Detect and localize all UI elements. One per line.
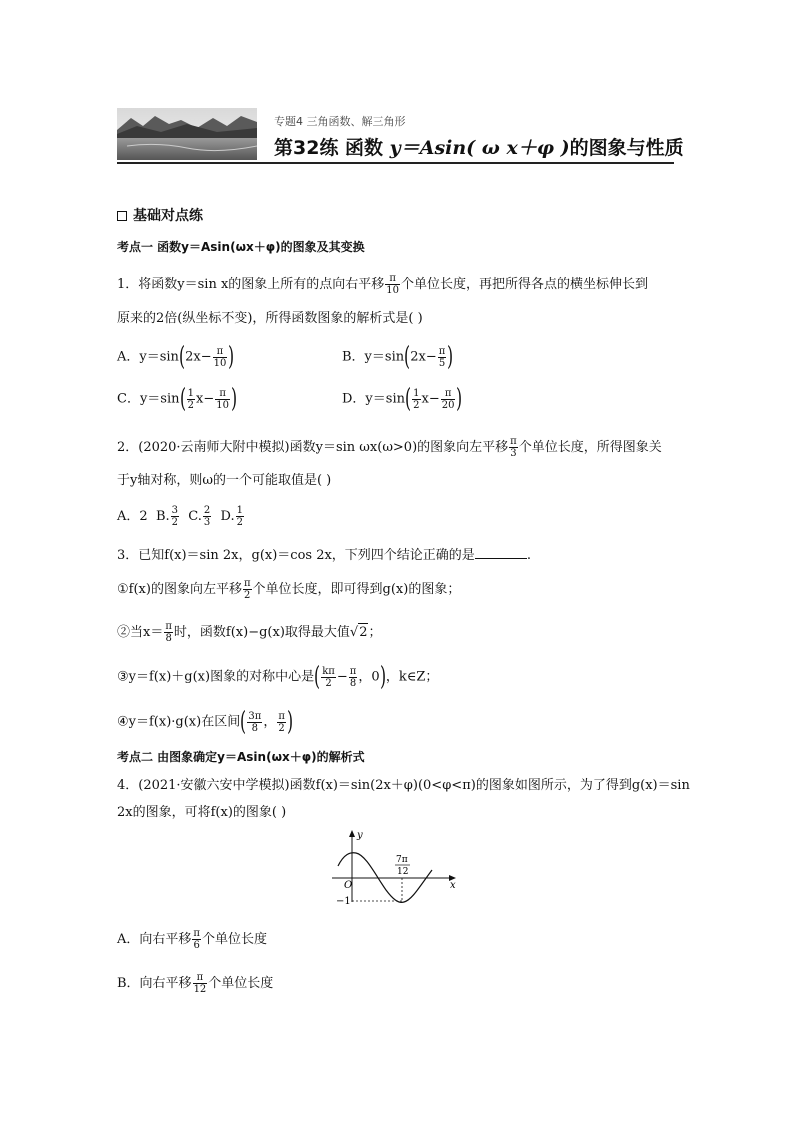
section-title <box>117 205 203 225</box>
section-label: 基础对点练 <box>133 208 203 224</box>
q2-d-den: 2 <box>236 517 243 528</box>
q4-a-unit: 个单位长度 <box>201 932 267 947</box>
q3-s3-mid: − <box>336 669 348 685</box>
q1-b-frac <box>438 346 447 369</box>
q3-s4-frac2 <box>277 711 286 734</box>
q1-c-body: x− <box>196 391 215 407</box>
q3-s3-b: ，0 <box>358 669 380 685</box>
q1-c-frac1 <box>187 388 195 411</box>
q3-statement-1 <box>117 578 460 601</box>
q4-a-den: 6 <box>193 940 200 951</box>
q3-s2-b: 时，函数f(x)−g(x)取得最大值 <box>173 625 350 640</box>
y-axis-label: y <box>357 830 363 841</box>
q3-s3-den2: 8 <box>349 677 357 689</box>
q3-s4-den1: 8 <box>251 722 259 734</box>
q1-option-b <box>342 344 454 370</box>
q1-frac <box>385 273 400 296</box>
paren-left: ( <box>314 662 321 692</box>
q2-text-b: 个单位长度，所得图象关 <box>518 440 662 455</box>
q2-line2: 于y轴对称，则ω的一个可能取值是( ) <box>117 473 332 488</box>
title-suffix: 的图象与性质 <box>569 137 684 159</box>
q1-d-num1: 1 <box>413 387 420 399</box>
q1-c-den2: 10 <box>216 399 229 411</box>
q1-a-frac <box>213 346 228 369</box>
page-title <box>274 136 684 160</box>
q2-frac-num: π <box>510 436 517 447</box>
origin-label: O <box>344 880 353 891</box>
paren-right: ) <box>286 707 294 737</box>
q4-option-a <box>117 928 267 951</box>
header-landscape-image <box>117 108 257 160</box>
q1-d-frac1 <box>412 388 420 411</box>
paren-left: ( <box>178 342 186 372</box>
q4-b-den: 12 <box>193 984 207 995</box>
title-formula: y＝Asin( ω x＋φ ) <box>389 137 570 159</box>
q3-s4-frac1 <box>247 711 262 734</box>
q3-line1 <box>117 546 531 565</box>
paren-right: ) <box>228 342 235 372</box>
q2-d-num: 1 <box>236 505 243 516</box>
q1-b-body: 2x− <box>410 349 437 365</box>
q3-s2-radicand: 2 <box>359 625 368 640</box>
q3-s1-b: 个单位长度，即可得到g(x)的图象； <box>252 582 461 597</box>
kaodian-1: 考点一 函数y＝Asin(ωx＋φ)的图象及其变换 <box>117 240 365 254</box>
q2-option-b-label: B. <box>155 509 170 524</box>
q2-c-den: 3 <box>203 517 211 528</box>
q1-d-den1: 2 <box>413 399 420 411</box>
q3-s1-frac <box>243 578 252 601</box>
q3-end: . <box>526 548 531 563</box>
q2-text-a: 2．(2020·云南师大附中模拟)函数y＝sin ωx(ω>0)的图象向左平移 <box>117 440 509 455</box>
q4-a-frac <box>192 928 201 951</box>
q1-text-a: 1．将函数y＝sin x的图象上所有的点向右平移 <box>117 277 385 292</box>
q3-s2-a: ②当x＝ <box>117 625 164 640</box>
q2-c-frac <box>203 505 211 528</box>
paren-left: ( <box>179 384 186 414</box>
q1-frac-den: 10 <box>386 285 400 296</box>
topic-label: 专题4 三角函数、解三角形 <box>274 115 406 128</box>
q3-s4-a: ④y＝f(x)·g(x)在区间 <box>117 714 241 730</box>
q1-c-num2: π <box>215 388 230 400</box>
q2-option-c-label: C. <box>188 509 202 524</box>
q3-s4-den2: 2 <box>278 722 285 734</box>
q2-frac-den: 3 <box>510 448 517 459</box>
q3-s3-num1: kπ <box>322 665 335 677</box>
q1-d-frac2 <box>441 388 456 411</box>
x-axis-label: x <box>450 880 456 891</box>
q4-b-frac <box>193 972 208 995</box>
minus-one-label: −1 <box>336 896 351 906</box>
tick-numerator: 7π <box>396 855 408 865</box>
paren-right: ) <box>447 342 454 372</box>
q4-option-b <box>117 972 273 995</box>
q3-s2-num: π <box>165 621 172 632</box>
q3-statement-3 <box>117 664 438 690</box>
q2-line1 <box>117 436 662 459</box>
q4-b-num: π <box>193 972 208 984</box>
title-prefix: 第32练 函数 <box>274 137 390 159</box>
q1-d-den2: 20 <box>441 399 455 411</box>
q1-option-c <box>117 386 237 412</box>
q2-b-den: 2 <box>171 517 178 528</box>
q4-line1: 4．(2021·安徽六安中学模拟)函数f(x)＝sin(2x＋φ)(0<φ<π)的图象如图所示，为了得到g(x)＝sin <box>117 778 690 793</box>
q1-line1 <box>117 273 648 296</box>
q3-s2-frac <box>164 621 173 644</box>
q3-statement-4 <box>117 709 293 735</box>
q3-statement-2: ②当x＝ $\frac{\pi}{8}$ 时，函数f(x)−g(x)取得最大值√2； <box>117 621 382 644</box>
q1-a-den: 10 <box>213 357 227 369</box>
q2-option-a: A．2 <box>117 509 148 524</box>
q2-frac <box>509 436 518 459</box>
q3-s3-frac1 <box>321 666 336 689</box>
q3-s4-mid: ， <box>263 714 277 730</box>
q3-s2-c: ； <box>368 625 382 640</box>
q1-a-num: π <box>213 346 228 358</box>
q2-option-d-label: D. <box>220 509 235 524</box>
q1-b-prefix: B．y＝sin <box>342 349 405 365</box>
kaodian-2: 考点二 由图象确定y＝Asin(ωx＋φ)的解析式 <box>117 750 365 764</box>
q3-s4-num2: π <box>278 710 285 722</box>
q1-c-prefix: C．y＝sin <box>117 391 180 407</box>
q2-options <box>117 505 245 528</box>
answer-blank[interactable] <box>475 546 527 559</box>
q1-c-den1: 2 <box>187 399 195 411</box>
checkbox-square-icon <box>117 211 127 221</box>
q3-s1-a: ①f(x)的图象向左平移 <box>117 582 242 597</box>
q3-s3-a: ③y＝f(x)＋g(x)图象的对称中心是 <box>117 669 315 685</box>
q1-d-num2: π <box>441 388 456 400</box>
paren-right: ) <box>379 662 386 692</box>
paren-right: ) <box>231 384 238 414</box>
paren-left: ( <box>240 707 247 737</box>
header-rule <box>117 162 674 164</box>
q2-b-num: 3 <box>171 505 178 516</box>
q3-s3-frac2 <box>349 666 358 689</box>
q1-option-a <box>117 344 234 370</box>
q2-c-num: 2 <box>203 505 211 516</box>
q1-d-body: x− <box>421 391 440 407</box>
q4-b-unit: 个单位长度 <box>208 976 274 991</box>
y-axis-arrow-icon <box>349 830 355 837</box>
q3-s2-den: 8 <box>165 633 172 644</box>
q1-line2: 原来的2倍(纵坐标不变)，所得函数图象的解析式是( ) <box>117 311 423 326</box>
paren-right: ) <box>456 384 463 414</box>
q1-a-prefix: A．y＝sin <box>117 349 179 365</box>
q3-s4-num1: 3π <box>248 710 262 722</box>
q1-c-frac2 <box>215 388 230 411</box>
q2-d-frac <box>236 505 244 528</box>
q4-a-text: A．向右平移 <box>117 932 192 947</box>
q2-b-frac <box>171 505 179 528</box>
q3-s1-num: π <box>243 578 251 589</box>
q1-b-num: π <box>438 345 446 357</box>
tick-denominator: 12 <box>397 867 409 877</box>
q1-b-den: 5 <box>438 357 446 369</box>
paren-left: ( <box>404 342 411 372</box>
q4-line2: 2x的图象，可将f(x)的图象( ) <box>117 805 287 820</box>
q3-s3-c: ，k∈Z； <box>385 669 439 685</box>
q1-option-d <box>342 386 463 412</box>
q3-s1-den: 2 <box>244 590 251 601</box>
paren-left: ( <box>405 384 412 414</box>
q1-frac-num: π <box>385 273 400 285</box>
q1-c-num1: 1 <box>187 387 195 399</box>
q1-a-body: 2x− <box>185 349 212 365</box>
sine-graph <box>328 826 462 906</box>
q3-s3-den1: 2 <box>325 677 332 689</box>
q1-text-b: 个单位长度，再把所得各点的横坐标伸长到 <box>401 277 649 292</box>
q1-d-prefix: D．y＝sin <box>342 391 405 407</box>
q3-text: 3．已知f(x)＝sin 2x，g(x)＝cos 2x，下列四个结论正确的是 <box>117 548 475 563</box>
q4-b-text: B．向右平移 <box>117 976 192 991</box>
q4-a-num: π <box>193 928 200 939</box>
q3-s3-num2: π <box>349 665 357 677</box>
